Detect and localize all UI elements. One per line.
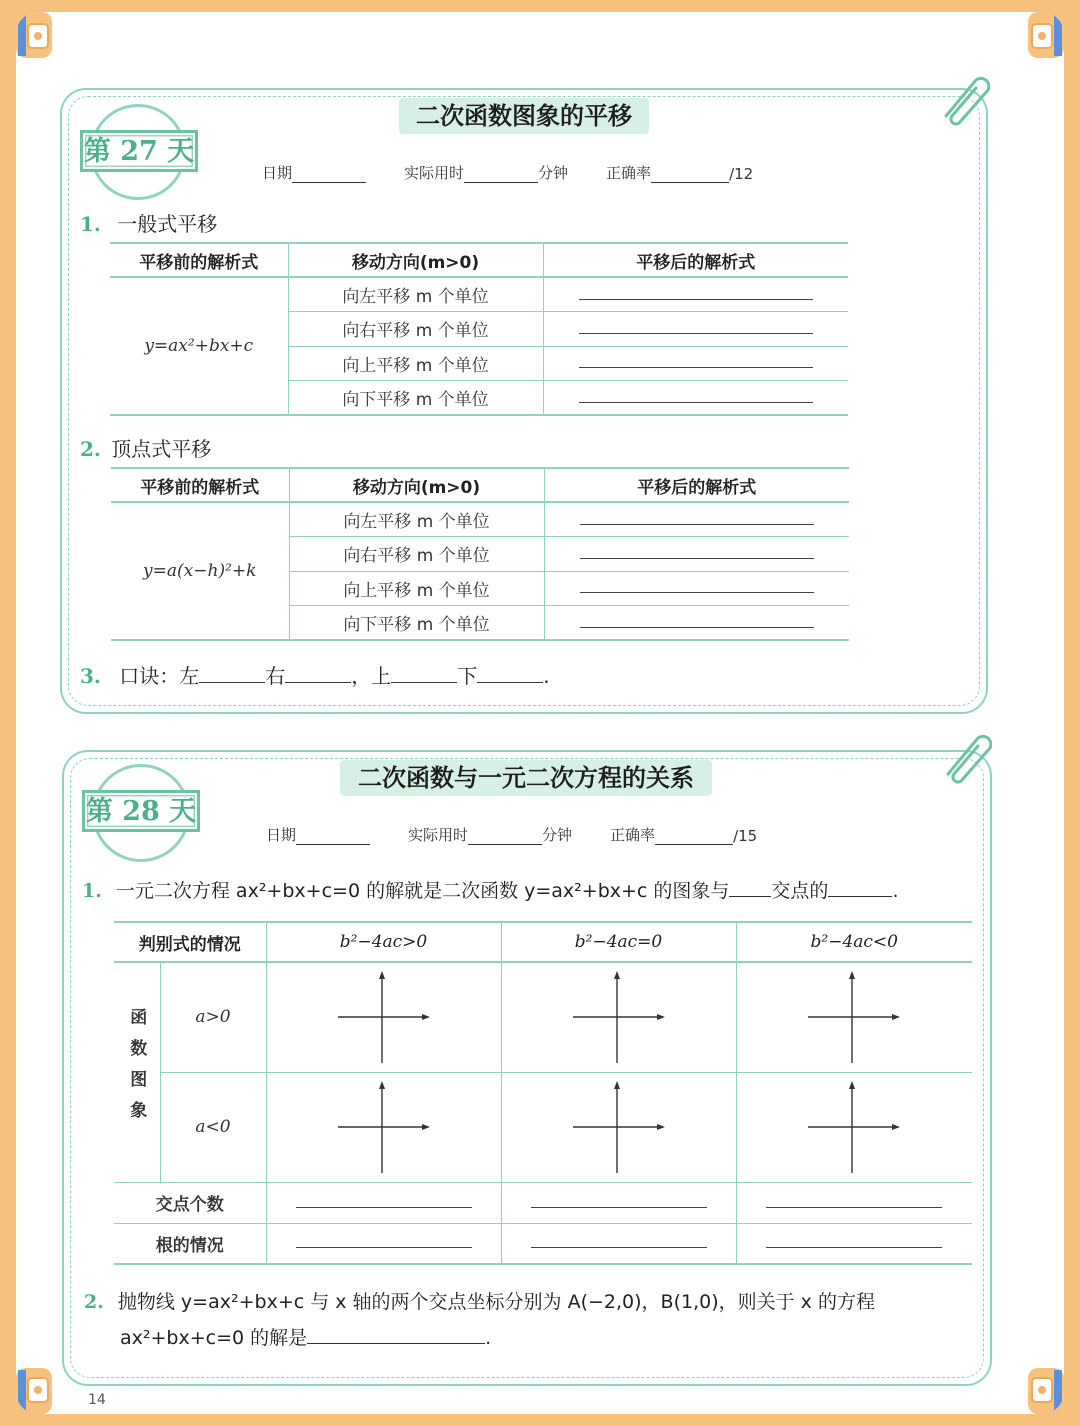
q3-up: ，上 (351, 664, 392, 688)
q1-blank-1[interactable] (729, 877, 771, 897)
case-zero: b²−4ac=0 (501, 922, 736, 962)
question-number: 1. (80, 212, 101, 236)
axes-sketch[interactable] (501, 962, 736, 1072)
axes-sketch[interactable] (736, 962, 972, 1072)
question-number: 2. (80, 437, 101, 461)
header-before: 平移前的解析式 (110, 243, 288, 277)
direction-left: 向左平移 m 个单位 (288, 277, 543, 312)
direction-left: 向左平移 m 个单位 (289, 502, 544, 537)
answer-blank[interactable] (736, 1182, 972, 1223)
corner-ornament-bottom-right (1028, 1368, 1064, 1414)
date-label: 日期 (262, 164, 293, 182)
q2-line1: 抛物线 y=ax²+bx+c 与 x 轴的两个交点坐标分别为 A(−2,0)，B(1,0)，则关于 x 的方程 (117, 1291, 875, 1313)
header-discriminant: 判别式的情况 (114, 922, 266, 962)
corner-ornament-top-left (16, 12, 52, 58)
day27-q3 (80, 660, 550, 689)
q1-end: . (892, 880, 899, 902)
date-label: 日期 (266, 826, 297, 844)
date-blank (292, 165, 366, 183)
page-number: 14 (88, 1392, 106, 1408)
q2-answer-blank[interactable] (307, 1324, 485, 1344)
header-after: 平移后的解析式 (543, 243, 848, 277)
accuracy-blank (655, 827, 733, 845)
header-direction: 移动方向(m>0) (289, 468, 544, 502)
day27-title: 二次函数图象的平移 (399, 98, 649, 134)
answer-blank[interactable] (543, 346, 848, 381)
direction-right: 向右平移 m 个单位 (289, 537, 544, 572)
case-positive: b²−4ac>0 (266, 922, 501, 962)
header-direction: 移动方向(m>0) (288, 243, 543, 277)
formula-vertex: y=a(x−h)²+k (111, 502, 289, 640)
q1-blank-2[interactable] (828, 877, 892, 897)
axes-sketch[interactable] (736, 1072, 972, 1182)
corner-ornament-bottom-left (16, 1368, 52, 1414)
day28-badge: 第 28 天 (82, 790, 200, 832)
direction-down: 向下平移 m 个单位 (288, 381, 543, 416)
day28-title: 二次函数与一元二次方程的关系 (340, 760, 712, 796)
direction-down: 向下平移 m 个单位 (289, 606, 544, 641)
q2-end: . (485, 1327, 492, 1349)
q2-line2-prefix: ax²+bx+c=0 的解是 (120, 1327, 308, 1349)
workbook-page (16, 12, 1064, 1414)
q1-text-b: 交点的 (771, 880, 829, 902)
day28-discriminant-table (114, 921, 972, 1265)
answer-blank[interactable] (544, 606, 849, 641)
axes-sketch[interactable] (266, 962, 501, 1072)
axes-sketch[interactable] (501, 1072, 736, 1182)
accuracy-label: 正确率 (606, 164, 652, 182)
up-blank[interactable] (391, 663, 457, 683)
paperclip-icon (938, 724, 992, 788)
accuracy-total: /15 (733, 827, 758, 845)
axes-sketch[interactable] (266, 1072, 501, 1182)
time-blank (464, 165, 538, 183)
answer-blank[interactable] (266, 1223, 501, 1264)
answer-blank[interactable] (544, 537, 849, 572)
day27-table-vertex (111, 467, 849, 641)
time-unit: 分钟 (542, 826, 573, 844)
header-after: 平移后的解析式 (544, 468, 849, 502)
day27-q1 (80, 208, 217, 237)
day27-table-general (110, 242, 848, 416)
answer-blank[interactable] (543, 312, 848, 347)
time-label: 实际用时 (404, 164, 465, 182)
group-label-graph: 函数图象 (114, 962, 160, 1182)
answer-blank[interactable] (501, 1182, 736, 1223)
header-before: 平移前的解析式 (111, 468, 289, 502)
q3-prefix: 口诀：左 (119, 664, 200, 688)
row-a-positive: a>0 (160, 962, 266, 1072)
answer-blank[interactable] (543, 277, 848, 312)
question-number: 3. (80, 664, 101, 688)
answer-blank[interactable] (544, 502, 849, 537)
day28-meta (266, 824, 757, 845)
paperclip-icon (936, 66, 990, 130)
accuracy-blank (651, 165, 729, 183)
answer-blank[interactable] (736, 1223, 972, 1264)
direction-up: 向上平移 m 个单位 (288, 346, 543, 381)
question-number: 1. (82, 880, 102, 902)
day27-q2 (80, 433, 211, 462)
time-label: 实际用时 (408, 826, 469, 844)
q3-right: 右 (265, 664, 286, 688)
answer-blank[interactable] (543, 381, 848, 416)
q1-text-a: 一元二次方程 ax²+bx+c=0 的解就是二次函数 y=ax²+bx+c 的图象与 (115, 880, 730, 902)
question-number: 2. (84, 1291, 104, 1313)
formula-general: y=ax²+bx+c (110, 277, 288, 415)
row-roots: 根的情况 (114, 1223, 266, 1264)
left-blank[interactable] (199, 663, 265, 683)
row-intersection-count: 交点个数 (114, 1182, 266, 1223)
down-blank[interactable] (477, 663, 543, 683)
question-text: 一般式平移 (117, 212, 218, 236)
q3-end: . (543, 664, 550, 688)
accuracy-label: 正确率 (610, 826, 656, 844)
day28-q1 (82, 876, 898, 903)
direction-up: 向上平移 m 个单位 (289, 571, 544, 606)
day27-badge: 第 27 天 (80, 130, 198, 172)
day28-q2 (84, 1284, 984, 1356)
answer-blank[interactable] (501, 1223, 736, 1264)
corner-ornament-top-right (1028, 12, 1064, 58)
question-text: 顶点式平移 (111, 437, 212, 461)
time-unit: 分钟 (538, 164, 569, 182)
time-blank (468, 827, 542, 845)
answer-blank[interactable] (266, 1182, 501, 1223)
right-blank[interactable] (285, 663, 351, 683)
date-blank (296, 827, 370, 845)
answer-blank[interactable] (544, 571, 849, 606)
direction-right: 向右平移 m 个单位 (288, 312, 543, 347)
case-negative: b²−4ac<0 (736, 922, 972, 962)
row-a-negative: a<0 (160, 1072, 266, 1182)
day27-meta (262, 162, 753, 183)
accuracy-total: /12 (729, 165, 754, 183)
q3-down: 下 (457, 664, 478, 688)
